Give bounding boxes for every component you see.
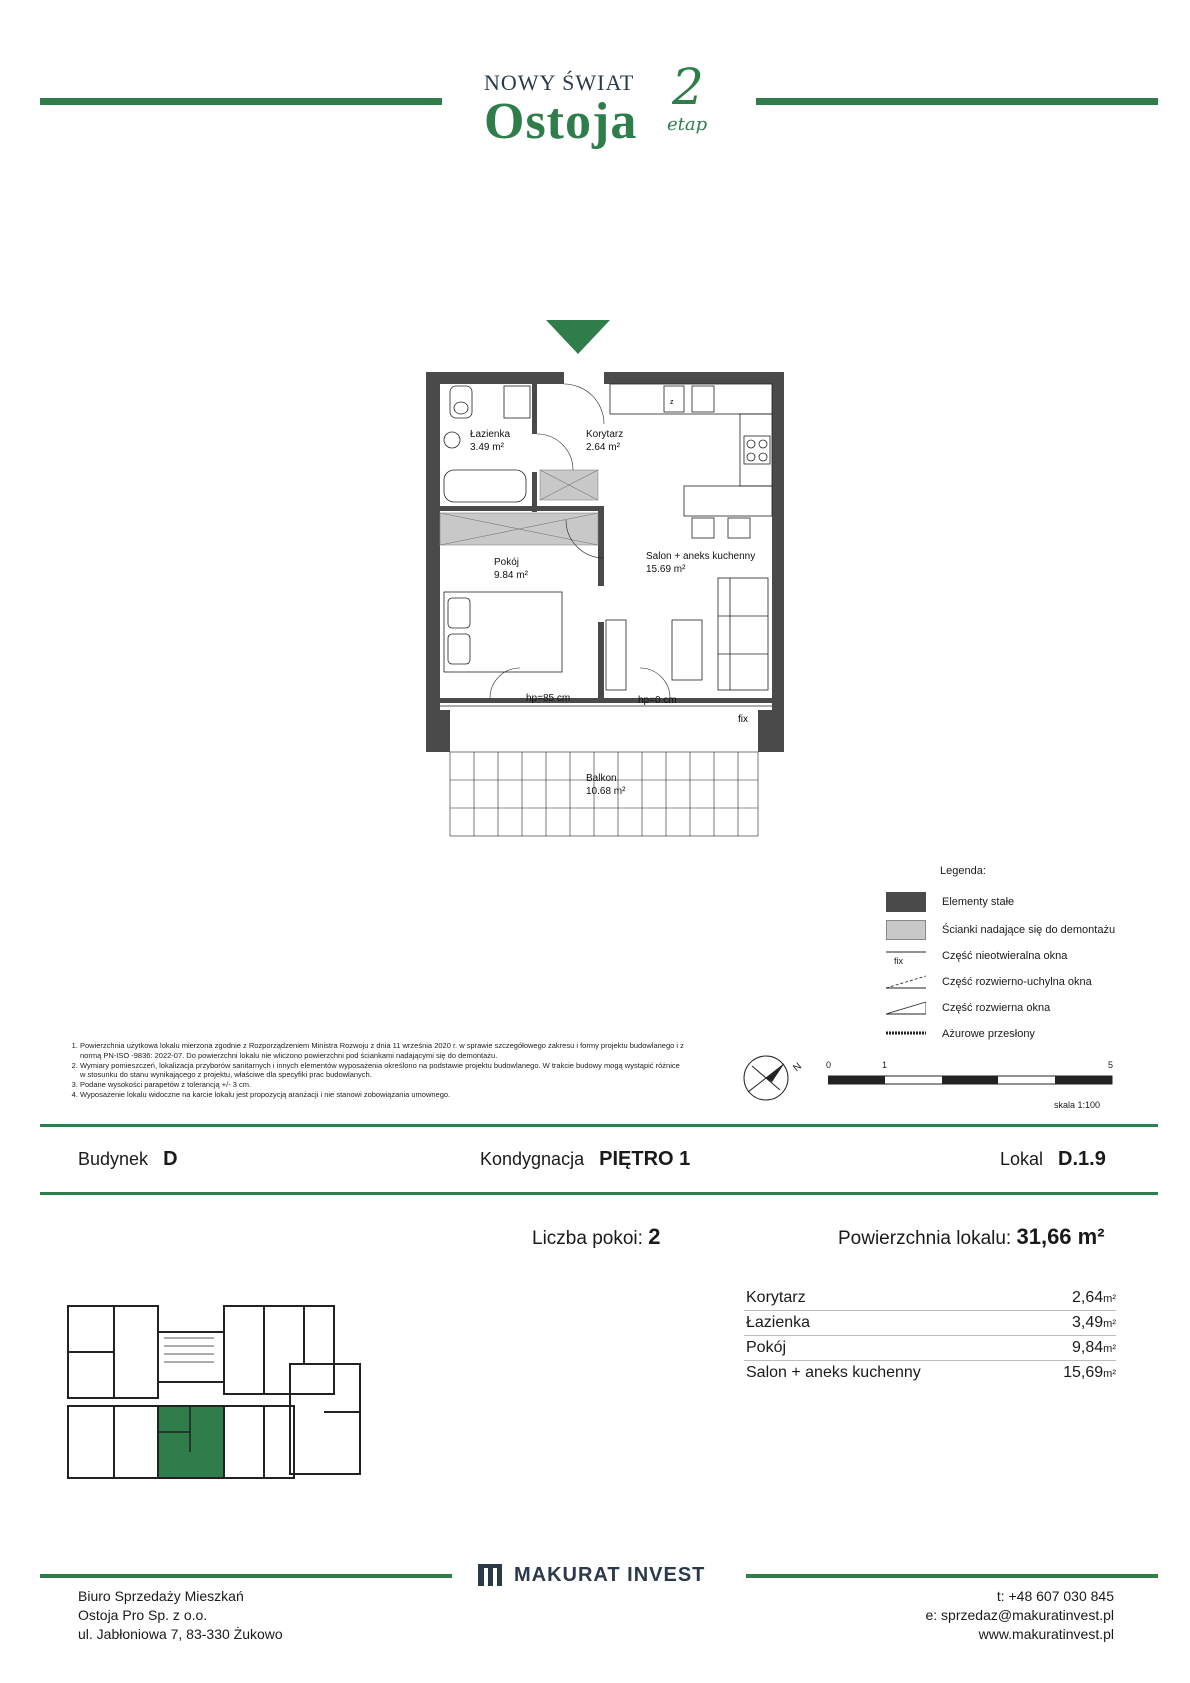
legend-title: Legenda:	[940, 865, 986, 877]
stool-1	[692, 518, 714, 538]
pillar-right	[758, 710, 784, 752]
phone-text: t: +48 607 030 845	[996, 1588, 1114, 1604]
legend-item-casement-window: Część rozwierna okna	[886, 996, 1146, 1020]
table-row: Pokój 9,84m²	[744, 1336, 1116, 1361]
tilt-turn-window-icon	[886, 972, 926, 992]
logo-line2: Ostoja	[484, 93, 638, 150]
floor-info: Kondygnacja PIĘTRO 1	[480, 1148, 691, 1170]
sill-height-room: hp=85 cm	[526, 693, 571, 704]
wall-top-right	[604, 372, 782, 384]
key-plan-highlight	[158, 1406, 224, 1478]
building-info: Budynek D	[78, 1148, 178, 1170]
wall-bottom	[440, 698, 772, 703]
note-item: 4. Wyposażenie lokalu widoczne na karcie lokalu jest propozycją aranżacji i nie stanowi zobowiązania umownego.	[80, 1090, 686, 1100]
kitchen-counter-top	[610, 384, 772, 414]
header-bar-right	[756, 98, 1158, 105]
header-bar-left	[40, 98, 442, 105]
unit-area: Powierzchnia lokalu: 31,66 m²	[838, 1224, 1105, 1249]
light-grey-swatch	[886, 920, 926, 940]
wall-top-left	[426, 372, 564, 384]
north-arrow-icon	[742, 1052, 804, 1104]
sill-height-salon: hp=0 cm	[638, 695, 677, 706]
note-item: 1. Powierzchnia użytkowa lokalu mierzona zgodnie z Rozporządzeniem Ministra Rozwoju z dnia 11 września 2020 r. w sprawie szczegółowego zakresu i formy projektu budowlanego i z normą PN-ISO -9836: 2022-07. Do powierzchni lokalu nie wliczono powierzchni pod ściankami nadającymi się do demontażu.	[80, 1041, 686, 1061]
info-bar-top	[40, 1124, 1158, 1127]
fridge-label: z	[670, 399, 674, 406]
scale-bar	[828, 1074, 1118, 1086]
room-balcony: Balkon 10.68 m²	[586, 773, 626, 797]
fix-label: fix	[738, 714, 748, 725]
sofa	[718, 578, 768, 690]
brand-name: MAKURAT INVEST	[514, 1564, 706, 1586]
logo-stage-word: etap	[667, 114, 708, 135]
contact-info	[925, 1587, 1114, 1644]
email-link[interactable]: e: sprzedaz@makuratinvest.pl	[925, 1607, 1114, 1623]
info-bar-bottom	[40, 1192, 1158, 1195]
wall-left	[426, 372, 440, 752]
scale-tick-0: 0	[826, 1060, 832, 1070]
scale-tick-5: 5	[1108, 1060, 1114, 1070]
sink-kitchen	[692, 386, 714, 412]
wall-bath-bottom	[440, 506, 532, 511]
legend-item-fixed-elements: Elementy stałe	[886, 890, 1146, 914]
room-bedroom: Pokój 9.84 m²	[494, 557, 528, 581]
casement-window-icon	[886, 998, 926, 1018]
unit-info: Lokal D.1.9	[1000, 1148, 1106, 1170]
wall-room-right	[598, 506, 604, 586]
note-item: 2. Wymiary pomieszczeń, lokalizacja przyborów sanitarnych i innych elementów wyposażenia określono na podstawie projektu budowlanego. W trakcie budowy mogą wystąpić różnice w stosunku do stanu wynikającego z projektu, właściwe dla specyfiki prac budowlanych.	[80, 1061, 686, 1081]
kitchen-counter-side	[740, 414, 772, 486]
table-row: Korytarz 2,64m²	[744, 1286, 1116, 1311]
key-plan	[64, 1302, 364, 1482]
table-row: Salon + aneks kuchenny 15,69m²	[746, 1364, 1116, 1381]
wall-room-right-lower	[598, 622, 604, 702]
wall-bath-right	[532, 472, 537, 512]
wall-closet-top	[537, 506, 604, 511]
sink	[444, 432, 460, 448]
website-link[interactable]: www.makuratinvest.pl	[978, 1626, 1114, 1642]
solid-dark-swatch	[886, 892, 926, 912]
wall-right	[772, 372, 784, 752]
notes	[66, 1041, 686, 1100]
legend-item-openwork-screens: Ażurowe przesłony	[886, 1022, 1146, 1046]
coffee-table	[672, 620, 702, 680]
bed	[444, 592, 562, 672]
room-hallway: Korytarz 2.64 m²	[586, 429, 624, 453]
note-item: 3. Podane wysokości parapetów z tolerancją +/- 3 cm.	[80, 1080, 686, 1090]
entrance-arrow-icon	[546, 320, 610, 356]
room-living: Salon + aneks kuchenny 15.69 m²	[646, 551, 756, 575]
bathtub	[444, 470, 526, 502]
tv-unit	[606, 620, 626, 690]
legend-item-tilt-window: Część rozwierno-uchylna okna	[886, 970, 1146, 994]
makurat-logo-icon	[478, 1564, 508, 1588]
footer-bar-right	[746, 1574, 1158, 1578]
stool-2	[728, 518, 750, 538]
pillar-left	[426, 710, 450, 752]
room-bathroom: Łazienka 3.49 m²	[470, 429, 511, 453]
washing-machine	[504, 386, 530, 418]
fixed-window-icon	[886, 948, 926, 966]
legend-item-fixed-window: fix Część nieotwieralna okna	[886, 944, 1146, 968]
fridge	[664, 386, 684, 412]
sales-office-address: Biuro Sprzedaży Mieszkań Ostoja Pro Sp. z o.o. ul. Jabłoniowa 7, 83-330 Żukowo	[78, 1588, 283, 1642]
rooms-count: Liczba pokoi: 2	[532, 1224, 661, 1249]
table-row: Łazienka 3,49m²	[744, 1311, 1116, 1336]
legend-item-demountable: Ścianki nadające się do demontażu	[886, 918, 1146, 942]
footer-bar-left	[40, 1574, 452, 1578]
scale-label: skala 1:100	[1054, 1100, 1101, 1110]
logo-stage-number: 2	[672, 58, 704, 116]
openwork-screen-icon	[886, 1028, 926, 1038]
north-label: N	[791, 1060, 804, 1075]
scale-tick-1: 1	[882, 1060, 888, 1070]
wall-bath-right-upper	[532, 384, 537, 434]
kitchen-island	[684, 486, 772, 516]
logo-line1: NOWY ŚWIAT	[484, 70, 635, 95]
area-table	[744, 1286, 1116, 1385]
